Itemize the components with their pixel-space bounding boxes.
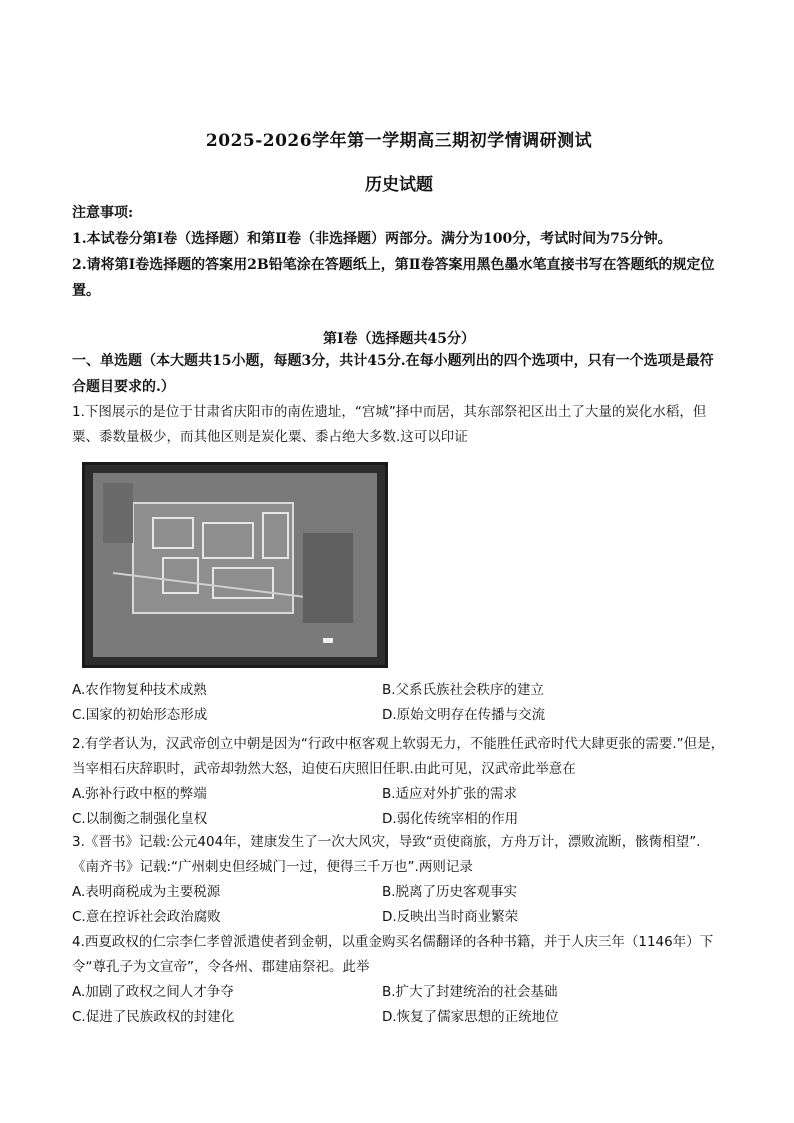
option-d[interactable]: D.反映出当时商业繁荣	[382, 909, 519, 925]
question-type-heading: 一、单选题（本大题共15小题，每题3分，共计45分.在每小题列出的四个选项中，只有一个选项是最符合题目要求的.）	[72, 353, 714, 395]
question-stem: 2.有学者认为，汉武帝创立中朝是因为“行政中枢客观上软弱无力，不能胜任武帝时代大肆更张的需要.”但是，当宰相石庆辞职时，武帝却勃然大怒，迫使石庆照旧任职.由此可见，汉武帝此举意在	[72, 736, 725, 777]
option-c[interactable]: C.国家的初始形态形成	[72, 707, 208, 723]
option-c[interactable]: C.意在控诉社会政治腐败	[72, 909, 221, 925]
option-c[interactable]: C.促进了民族政权的封建化	[72, 1009, 235, 1025]
section-heading: 第Ⅰ卷（选择题共45分）	[322, 331, 476, 347]
option-b[interactable]: B.适应对外扩张的需求	[382, 786, 518, 802]
page-subtitle: 历史试题	[365, 175, 433, 195]
option-d[interactable]: D.原始文明存在传播与交流	[382, 707, 546, 723]
question-stem: 4.西夏政权的仁宗李仁孝曾派遣使者到金朝，以重金购买名儒翻译的各种书籍，并于人庆三年（1146年）下令“尊孔子为文宣帝”，令各州、郡建庙祭祀。此举	[72, 934, 714, 975]
notes-heading: 注意事项:	[72, 205, 134, 221]
option-b[interactable]: B.父系氏族社会秩序的建立	[382, 682, 545, 698]
question-stem: 1.下图展示的是位于甘肃省庆阳市的南佐遗址，“宫城”择中而居，其东部祭祀区出土了大量的炭化水稻，但粟、黍数量极少，而其他区则是炭化粟、黍占绝大多数.这可以印证	[72, 404, 707, 445]
option-a[interactable]: A.弥补行政中枢的弊端	[72, 786, 207, 802]
question-4	[72, 930, 726, 1030]
page-title: 2025-2026学年第一学期高三期初学情调研测试	[205, 131, 593, 151]
option-d[interactable]: D.弱化传统宰相的作用	[382, 811, 519, 827]
question-stem: 3.《晋书》记载:公元404年，建康发生了一次大风灾，导致“贡使商旅，方舟万计，漂败流断，骸胔相望”.《南齐书》记载:“广州刺史但经城门一过，便得三千万也”.两则记录	[72, 834, 701, 875]
notes-block	[72, 200, 726, 304]
option-c[interactable]: C.以制衡之制强化皇权	[72, 811, 208, 827]
question-3	[72, 830, 726, 930]
question-1	[72, 400, 726, 450]
option-d[interactable]: D.恢复了儒家思想的正统地位	[382, 1009, 559, 1025]
photo-content	[93, 473, 377, 657]
notes-item-1: 1.本试卷分第Ⅰ卷（选择题）和第Ⅱ卷（非选择题）两部分。满分为100分，考试时间为75分钟。	[72, 231, 672, 247]
option-b[interactable]: B.脱离了历史客观事实	[382, 884, 518, 900]
notes-item-2: 2.请将第Ⅰ卷选择题的答案用2B铅笔涂在答题纸上，第Ⅱ卷答案用黑色墨水笔直接书写在答题纸的规定位置。	[72, 257, 715, 299]
ruins-plan-image	[93, 473, 377, 657]
option-a[interactable]: A.表明商税成为主要税源	[72, 884, 221, 900]
option-a[interactable]: A.农作物复种技术成熟	[72, 682, 207, 698]
question-1-options	[72, 678, 726, 728]
question-2	[72, 732, 726, 832]
site-aerial-photo	[82, 462, 388, 668]
option-b[interactable]: B.扩大了封建统治的社会基础	[382, 984, 558, 1000]
option-a[interactable]: A.加剧了政权之间人才争夺	[72, 984, 234, 1000]
